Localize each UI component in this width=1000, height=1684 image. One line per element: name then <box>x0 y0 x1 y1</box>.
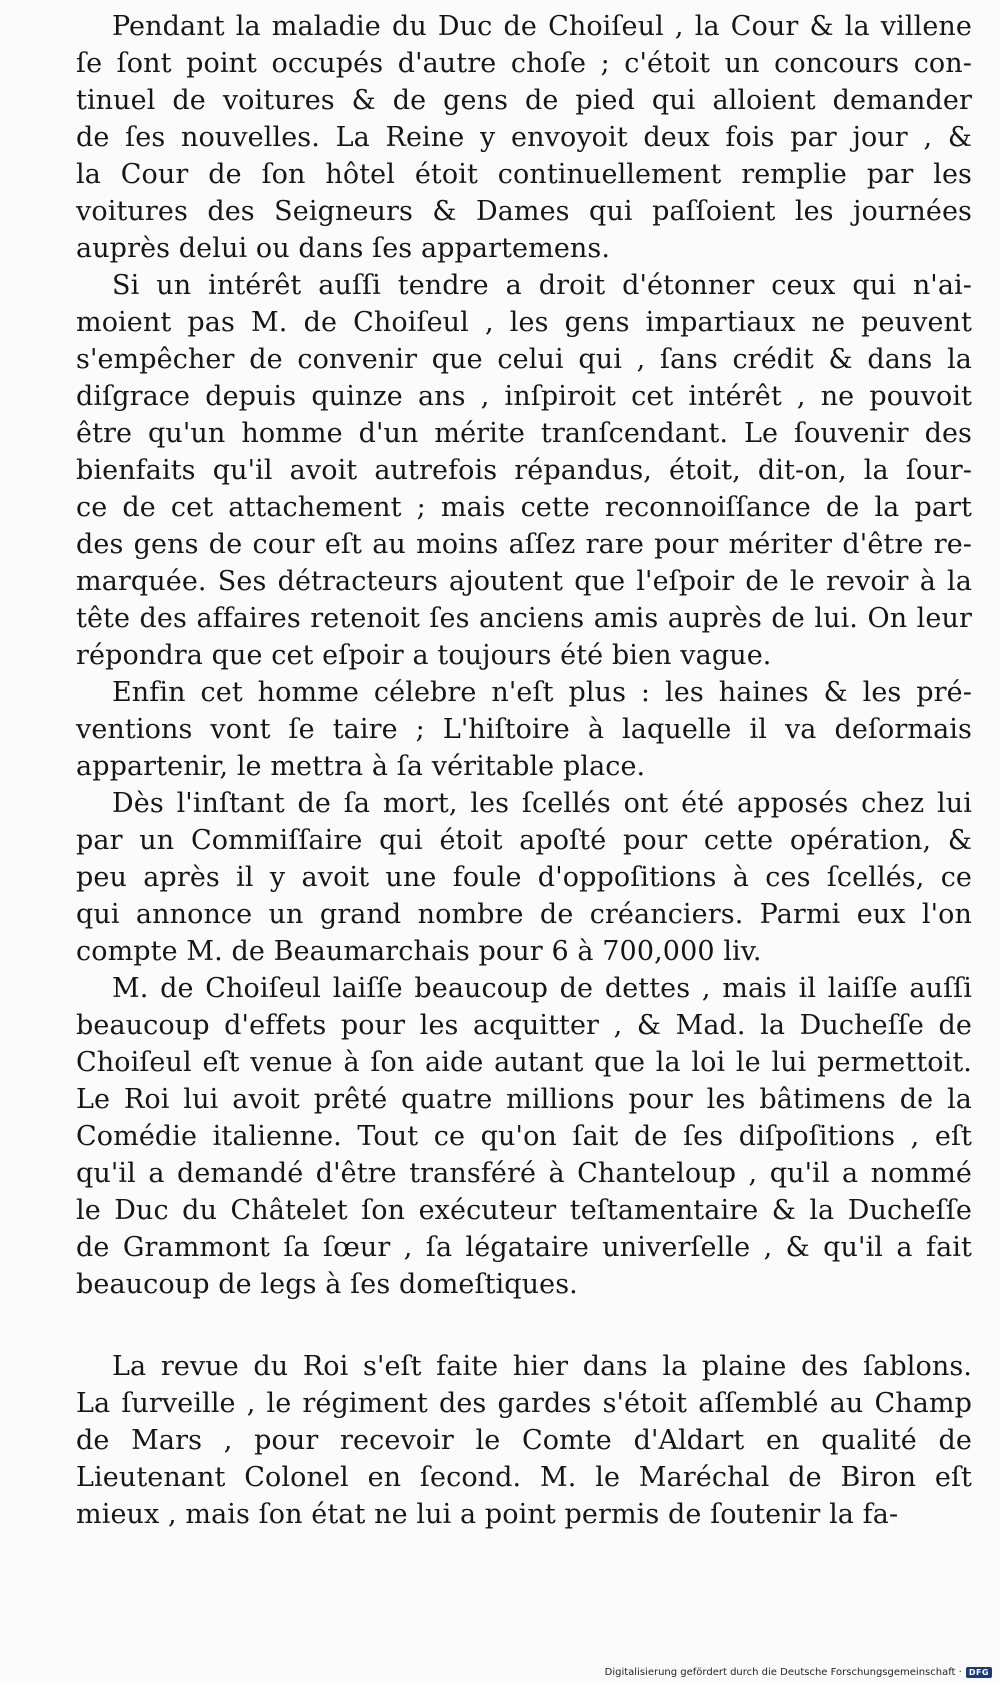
text-line: le Duc du Châtelet ſon exécuteur teſtamentaire & la Ducheſſe <box>76 1195 972 1226</box>
text-line: ſe ſont point occupés d'autre choſe ; c'étoit un concours con- <box>76 48 972 79</box>
text-line: Lieutenant Colonel en ſecond. M. le Maréchal de Biron eſt <box>76 1462 972 1493</box>
text-line: de Mars , pour recevoir le Comte d'Aldart en qualité de <box>76 1425 972 1456</box>
text-line: diſgrace depuis quinze ans , inſpiroit cet intérêt , ne pouvoit <box>76 381 972 412</box>
text-line: Le Roi lui avoit prêté quatre millions pour les bâtimens de la <box>76 1084 972 1115</box>
paragraph <box>76 674 972 785</box>
paragraph <box>76 8 972 267</box>
text-line: Dès l'inſtant de ſa mort, les ſcellés ont été apposés chez lui <box>112 788 972 819</box>
text-line: beaucoup de legs à ſes domeſtiques. <box>76 1269 578 1300</box>
text-line: tinuel de voitures & de gens de pied qui alloient demander <box>76 85 972 116</box>
main-text-block <box>76 8 972 1303</box>
text-line: Si un intérêt auſſi tendre a droit d'étonner ceux qui n'ai- <box>112 270 972 301</box>
paragraph <box>76 1348 972 1533</box>
text-line: la Cour de ſon hôtel étoit continuellement remplie par les <box>76 159 972 190</box>
text-line: Choiſeul eſt venue à ſon aide autant que la loi le lui permettoit. <box>76 1047 972 1078</box>
text-line: marquée. Ses détracteurs ajoutent que l'eſpoir de le revoir à la <box>76 566 972 597</box>
paragraph <box>76 970 972 1303</box>
footer-text: Digitalisierung gefördert durch die Deutsche Forschungsgemeinschaft · <box>604 1667 962 1678</box>
text-line: de ſes nouvelles. La Reine y envoyoit deux fois par jour , & <box>76 122 972 153</box>
text-line: par un Commiſſaire qui étoit apoſté pour cette opération, & <box>76 825 972 856</box>
text-line: bienfaits qu'il avoit autrefois répandus, étoit, dit-on, la ſour- <box>76 455 972 486</box>
text-line: Enfin cet homme célebre n'eſt plus : les haines & les pré- <box>112 677 972 708</box>
text-line: ce de cet attachement ; mais cette reconnoiſſance de la part <box>76 492 972 523</box>
text-line: voitures des Seigneurs & Dames qui paſſoient les journées <box>76 196 972 227</box>
text-line: compte M. de Beaumarchais pour 6 à 700,000 liv. <box>76 936 762 967</box>
text-line: répondra que cet eſpoir a toujours été bien vague. <box>76 640 772 671</box>
text-line: des gens de cour eſt au moins aſſez rare pour mériter d'être re- <box>76 529 972 560</box>
second-text-block <box>76 1348 972 1533</box>
text-line: tête des affaires retenoit ſes anciens amis auprès de lui. On leur <box>76 603 972 634</box>
text-line: qui annonce un grand nombre de créanciers. Parmi eux l'on <box>76 899 972 930</box>
text-line: beaucoup d'effets pour les acquitter , & Mad. la Ducheſſe de <box>76 1010 972 1041</box>
text-line: de Grammont ſa ſœur , ſa légataire univerſelle , & qu'il a fait <box>76 1232 972 1263</box>
dfg-logo-icon: DFG <box>966 1667 992 1678</box>
text-line: M. de Choiſeul laiſſe beaucoup de dettes , mais il laiſſe auſſi <box>112 973 972 1004</box>
text-line: être qu'un homme d'un mérite tranſcendant. Le ſouvenir des <box>76 418 972 449</box>
text-line: Comédie italienne. Tout ce qu'on ſait de ſes diſpoſitions , eſt <box>76 1121 972 1152</box>
text-line: La ſurveille , le régiment des gardes s'étoit aſſemblé au Champ <box>76 1388 972 1419</box>
text-line: appartenir, le mettra à ſa véritable place. <box>76 751 646 782</box>
text-line: auprès delui ou dans ſes appartemens. <box>76 233 611 264</box>
digitization-footer <box>605 1667 992 1678</box>
text-line: La revue du Roi s'eſt faite hier dans la plaine des ſablons. <box>112 1351 972 1382</box>
text-line: mieux , mais ſon état ne lui a point permis de ſoutenir la fa- <box>76 1499 899 1530</box>
text-line: Pendant la maladie du Duc de Choiſeul , la Cour & la villene <box>112 11 972 42</box>
paragraph <box>76 785 972 970</box>
text-line: ventions vont ſe taire ; L'hiſtoire à laquelle il va deſormais <box>76 714 972 745</box>
text-line: qu'il a demandé d'être transféré à Chanteloup , qu'il a nommé <box>76 1158 972 1189</box>
text-line: s'empêcher de convenir que celui qui , ſans crédit & dans la <box>76 344 972 375</box>
text-line: moient pas M. de Choiſeul , les gens impartiaux ne peuvent <box>76 307 972 338</box>
paragraph <box>76 267 972 674</box>
text-line: peu après il y avoit une foule d'oppoſitions à ces ſcellés, ce <box>76 862 972 893</box>
